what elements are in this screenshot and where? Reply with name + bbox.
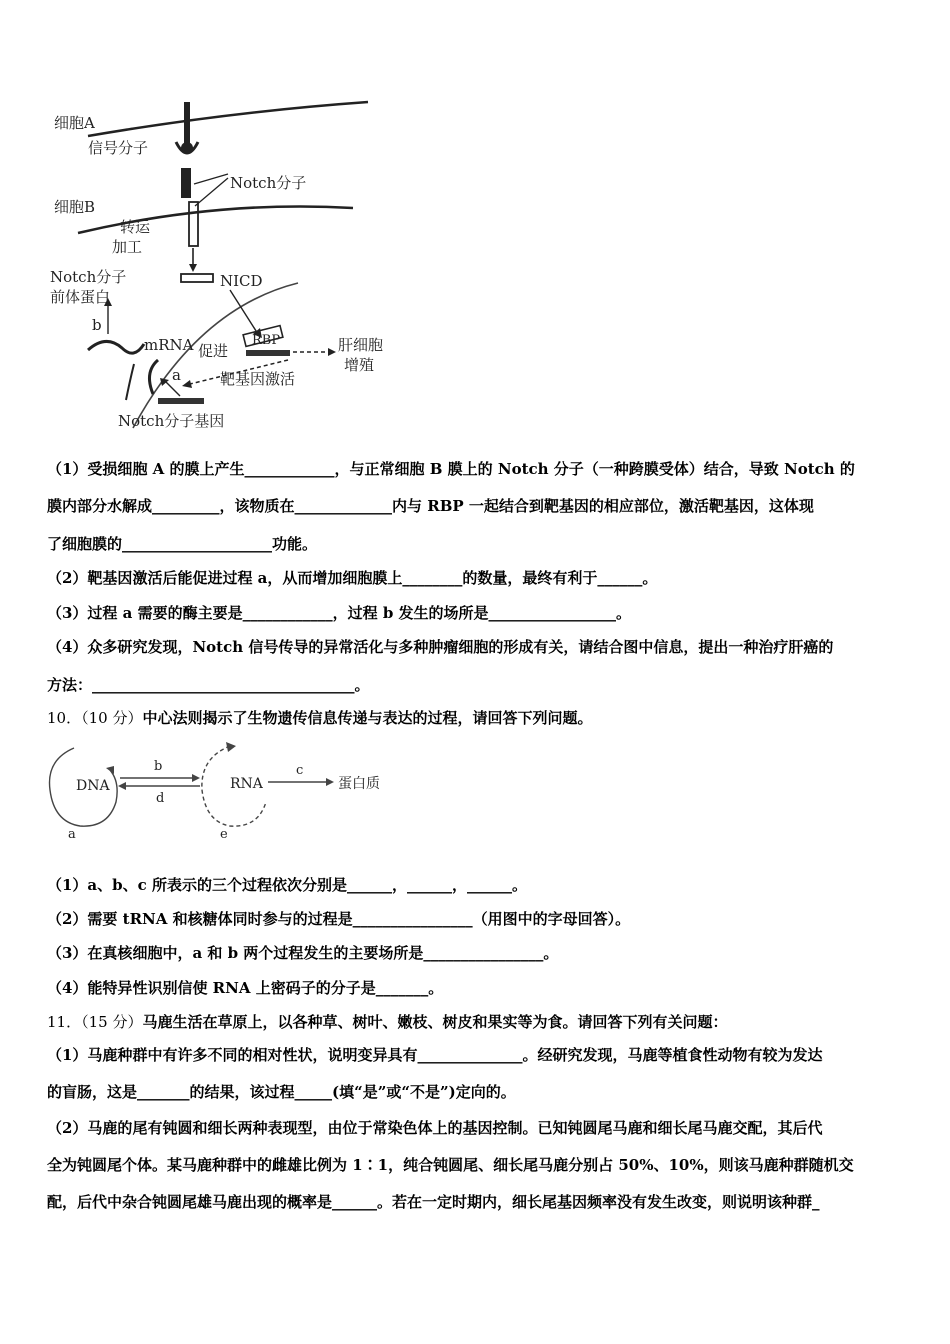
q11-number: 11．	[47, 1013, 82, 1031]
label-cell-a: 细胞A	[54, 114, 95, 132]
q9-part2: （2）靶基因激活后能促进过程 a，从而增加细胞膜上________的数量，最终有利于______。	[47, 569, 658, 587]
q9-part1-line1: （1）受损细胞 A 的膜上产生____________，与正常细胞 B 膜上的 Notch 分子（一种跨膜受体）结合，导致 Notch 的	[47, 460, 855, 478]
q11-part2-line3: 配，后代中杂合钝圆尾雄马鹿出现的概率是______。若在一定时期内，细长尾基因频率没有发生改变，则说明该种群_	[47, 1193, 820, 1211]
cd-d: d	[156, 791, 165, 806]
label-nicd: NICD	[220, 272, 263, 290]
cd-b: b	[154, 759, 163, 774]
q11-header	[47, 1012, 907, 1032]
cd-a: a	[68, 827, 76, 840]
q11-part2-line1: （2）马鹿的尾有钝圆和细长两种表现型，由位于常染色体上的基因控制。已知钝圆尾马鹿和细长尾马鹿交配，其后代	[47, 1119, 823, 1137]
q11-stem: 马鹿生活在草原上，以各种草、树叶、嫩枝、树皮和果实等为食。请回答下列有关问题：	[142, 1013, 728, 1031]
label-signal-molecule: 信号分子	[88, 139, 149, 157]
central-dogma-figure	[44, 740, 394, 840]
q10-part2: （2）需要 tRNA 和核糖体同时参与的过程是________________（用图中的字母回答）。	[47, 910, 631, 928]
q9-part4-line2: 方法：___________________________________。	[47, 676, 370, 694]
q9-part3: （3）过程 a 需要的酶主要是____________，过程 b 发生的场所是_________________。	[47, 604, 632, 622]
q10-score: （10 分）	[81, 709, 143, 727]
label-notch-molecule: Notch分子	[230, 174, 307, 192]
label-mrna: mRNA	[144, 336, 194, 354]
q9-part1-line2: 膜内部分水解成_________，该物质在_____________内与 RBP 一起结合到靶基因的相应部位，激活靶基因，这体现	[47, 497, 814, 515]
q10-part3: （3）在真核细胞中，a 和 b 两个过程发生的主要场所是________________。	[47, 944, 559, 962]
q9-part1-line3: 了细胞膜的____________________功能。	[47, 535, 318, 553]
q10-stem: 中心法则揭示了生物遗传信息传递与表达的过程，请回答下列问题。	[142, 709, 593, 727]
cd-e: e	[220, 827, 228, 840]
cd-c: c	[296, 763, 304, 778]
label-precursor-line1: Notch分子	[50, 268, 127, 286]
label-precursor-line2: 前体蛋白	[50, 288, 111, 306]
q10-part4: （4）能特异性识别信使 RNA 上密码子的分子是_______。	[47, 979, 444, 997]
q9-part4-line1: （4）众多研究发现，Notch 信号传导的异常活化与多种肿瘤细胞的形成有关，请结合图中信息，提出一种治疗肝癌的	[47, 638, 834, 656]
cd-rna: RNA	[230, 776, 263, 792]
label-b: b	[92, 316, 102, 334]
label-processing: 加工	[112, 238, 143, 256]
q11-part2-line2: 全为钝圆尾个体。某马鹿种群中的雌雄比例为 1∶1，纯合钝圆尾、细长尾马鹿分别占 50%、10%，则该马鹿种群随机交	[47, 1156, 854, 1174]
label-liver-line2: 增殖	[344, 356, 375, 374]
label-transport: 转运	[120, 218, 151, 236]
label-rbp: RBP	[252, 333, 281, 348]
label-promote: 促进	[198, 342, 229, 360]
q10-number: 10．	[47, 709, 82, 727]
label-target-activation: 靶基因激活	[220, 370, 296, 388]
q10-header	[47, 708, 907, 728]
label-cell-b: 细胞B	[54, 198, 96, 216]
q10-part1: （1）a、b、c 所表示的三个过程依次分别是______，______，______。	[47, 876, 528, 894]
label-a: a	[172, 366, 181, 384]
q11-part1-line1: （1）马鹿种群中有许多不同的相对性状，说明变异具有______________。经研究发现，马鹿等植食性动物有较为发达	[47, 1046, 823, 1064]
cd-dna: DNA	[76, 778, 110, 794]
q11-part1-line2: 的盲肠，这是_______的结果，该过程_____(填“是”或“不是”)定向的。	[47, 1083, 516, 1101]
q11-score: （15 分）	[81, 1013, 143, 1031]
cd-protein: 蛋白质	[338, 776, 380, 792]
label-liver-line1: 肝细胞	[338, 336, 384, 354]
label-notch-gene: Notch分子基因	[118, 412, 225, 430]
notch-signaling-figure	[48, 98, 408, 438]
